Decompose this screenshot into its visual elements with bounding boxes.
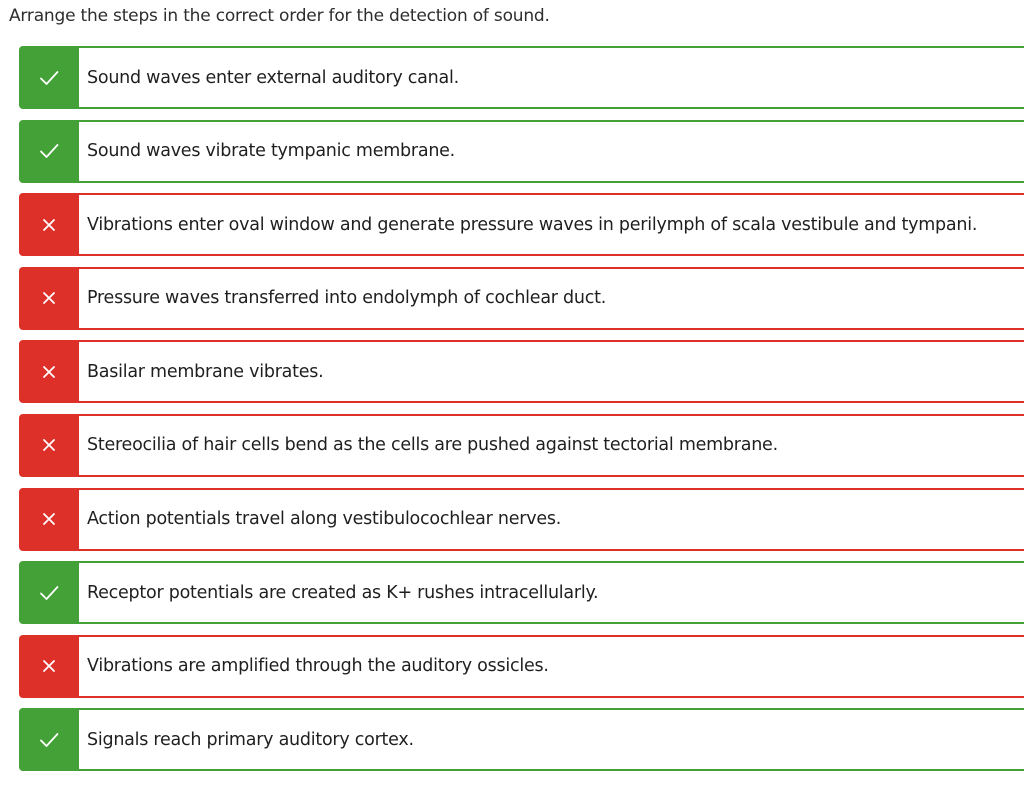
check-icon: [38, 582, 60, 604]
step-item[interactable]: [19, 193, 1024, 256]
step-list: [19, 46, 1024, 782]
status-indicator: [19, 561, 79, 624]
step-label: Basilar membrane vibrates.: [79, 340, 1024, 403]
step-item[interactable]: [19, 46, 1024, 109]
status-indicator: [19, 46, 79, 109]
status-indicator: [19, 414, 79, 477]
step-item[interactable]: [19, 488, 1024, 551]
step-item[interactable]: [19, 635, 1024, 698]
status-indicator: [19, 708, 79, 771]
status-indicator: [19, 488, 79, 551]
question-prompt: Arrange the steps in the correct order for the detection of sound.: [9, 6, 550, 26]
step-item[interactable]: [19, 267, 1024, 330]
x-icon: [38, 287, 60, 309]
status-indicator: [19, 340, 79, 403]
step-item[interactable]: [19, 120, 1024, 183]
step-item[interactable]: [19, 708, 1024, 771]
step-label: Signals reach primary auditory cortex.: [79, 708, 1024, 771]
status-indicator: [19, 120, 79, 183]
step-label: Sound waves vibrate tympanic membrane.: [79, 120, 1024, 183]
check-icon: [38, 729, 60, 751]
status-indicator: [19, 635, 79, 698]
x-icon: [38, 508, 60, 530]
step-label: Vibrations are amplified through the auditory ossicles.: [79, 635, 1024, 698]
step-item[interactable]: [19, 414, 1024, 477]
x-icon: [38, 361, 60, 383]
step-label: Action potentials travel along vestibulocochlear nerves.: [79, 488, 1024, 551]
x-icon: [38, 434, 60, 456]
check-icon: [38, 140, 60, 162]
step-label: Stereocilia of hair cells bend as the cells are pushed against tectorial membrane.: [79, 414, 1024, 477]
step-label: Receptor potentials are created as K+ rushes intracellularly.: [79, 561, 1024, 624]
status-indicator: [19, 193, 79, 256]
step-item[interactable]: [19, 561, 1024, 624]
step-label: Pressure waves transferred into endolymph of cochlear duct.: [79, 267, 1024, 330]
x-icon: [38, 214, 60, 236]
step-label: Sound waves enter external auditory canal.: [79, 46, 1024, 109]
x-icon: [38, 655, 60, 677]
check-icon: [38, 67, 60, 89]
step-item[interactable]: [19, 340, 1024, 403]
step-label: Vibrations enter oval window and generate pressure waves in perilymph of scala vestibule and tympani.: [79, 193, 1024, 256]
status-indicator: [19, 267, 79, 330]
